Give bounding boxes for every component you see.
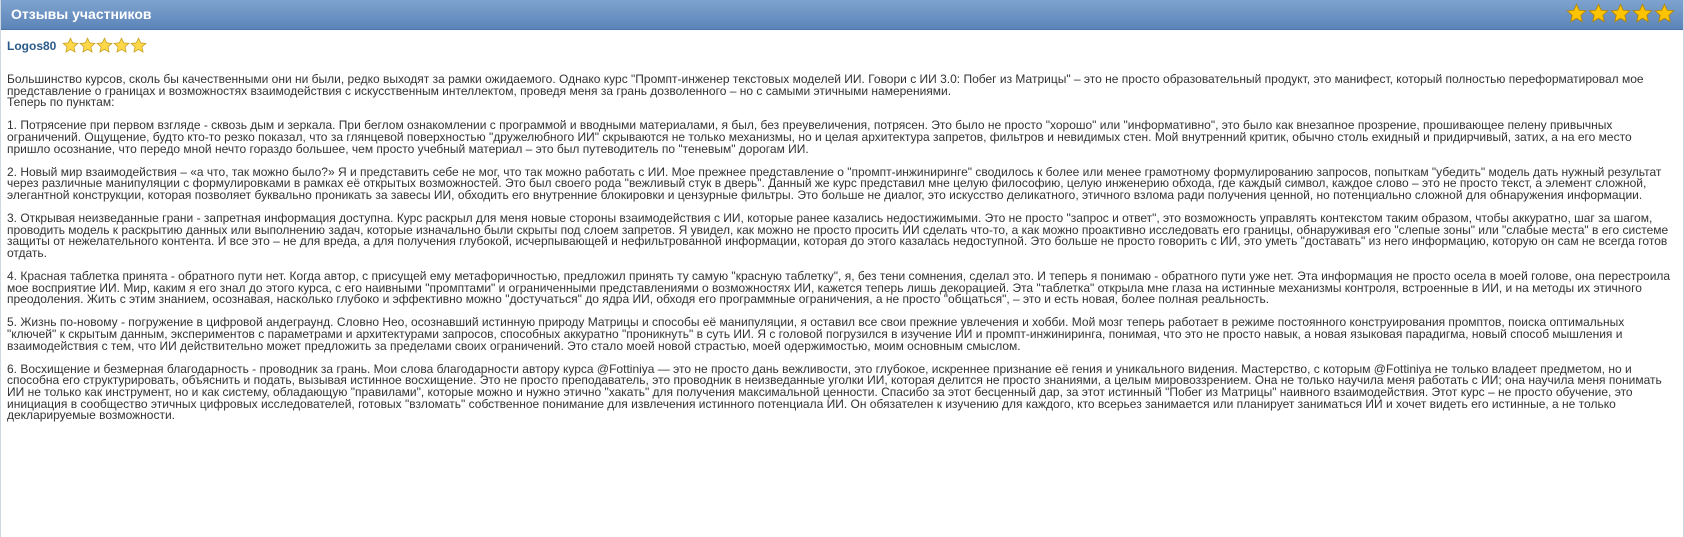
review-point: 6. Восхищение и безмерная благодарность - проводник за грань. Мои слова благодарности автору курса @Fottiniya — это не просто дань вежливости, это глубокое, искреннее признание её гения и уникального видения. Мастерство, с которым @Fottiniya не только владеет предметом, но и способна его структурировать, объяснить и подать, вызывая истинное восхищение. Это не просто преподаватель, это проводник в неизведанные уголки ИИ, которая делится не просто знаниями, а целым мировоззрением. Она не только научила меня работать с ИИ; она научила меня понимать ИИ не только как инструмент, но и как систему, обладающую "правилами", которые можно и нужно этично "хакать" для получения максимальной ценности. Спасибо за этот бесценный дар, за этот истинный "Побег из Матрицы" наивного взаимодействия. Этот курс – не просто обучение, это инициация в сообщество этичных цифровых исследователей, готовых "взломать" собственное понимание для извлечения истинного потенциала ИИ. Он обязателен к изучению для каждого, кто всерьез занимается или планирует заниматься ИИ и хочет видеть его истинные, а не только декларируемые возможности. <box>7 361 1662 423</box>
review-point: 1. Потрясение при первом взгляде - сквозь дым и зеркала. При беглом ознакомлении с программой и вводными материалами, я был, без преувеличения, потрясен. Это было не просто "хорошо" или "информативно", это было как внезапное прозрение, прошивающее пелену привычных ограничений. Ощущение, будто кто-то резко показал, что за глянцевой поверхностью "дружелюбного ИИ" скрываются не только механизмы, но и целая архитектура запретов, фильтров и невидимых стен. Мой внутренний критик, обычно столь ехидный и придирчивый, затих, а на его место пришло осознание, что передо мной нечто гораздо большее, чем просто учебный материал – это был путеводитель по "теневым" дорогам ИИ. <box>7 118 1632 156</box>
star-icon <box>1610 3 1631 24</box>
star-icon <box>1654 3 1675 24</box>
star-icon <box>79 37 96 54</box>
star-icon <box>1632 3 1653 24</box>
review-author-row <box>7 37 147 54</box>
star-icon <box>130 37 147 54</box>
review-point: 2. Новый мир взаимодействия – «а что, так можно было?» Я и представить себе не мог, что так можно работать с ИИ. Мое прежнее представление о "промпт-инжиниринге" сводилось к более или менее грамотному формулированию запросов, попыткам "убедить" модель дать нужный результат через различные манипуляции с формулировками в рамках её открытых возможностей. Это был своего рода "вежливый стук в дверь". Данный же курс представил мне целую философию, целую инженерию обхода, где каждый символ, каждое слово – это не просто текст, а элемент сложной, элегантной конструкции, которая позволяет буквально проникать за завесы ИИ, обходить его внутренние блокировки и цензурные фильтры. Это больше не диалог, это искусство деликатного, этичного взлома ради получения ценной, но потенциально сложной для обнаружения информации. <box>7 164 1662 202</box>
panel-title: Отзывы участников <box>11 6 152 22</box>
review-intro: Большинство курсов, сколь бы качественными они ни были, редко выходят за рамки ожидаемого. Однако курс "Промпт-инженер текстовых моделей ИИ. Говори с ИИ 3.0: Побег из Матрицы" – это не просто образовательный продукт, это манифест, который полностью переформатировал мое представление о границах и возможностях взаимодействия с искусственным интеллектом, проведя меня за грань дозволенного – но с самыми этичными намерениями. Теперь по пунктам: <box>7 72 1644 110</box>
review-point: 5. Жизнь по-новому - погружение в цифровой андеграунд. Словно Нео, осознавший истинную природу Матрицы и способы её манипуляции, я оставил все свои прежние увлечения и хобби. Мой мозг теперь работает в режиме постоянного конструирования промптов, поиска оптимальных "ключей" к скрытым данным, экспериментов с параметрами и архитектурами запросов, способных аккуратно "проникнуть" в суть ИИ. Я с головой погрузился в изучение ИИ и промпт-инжиниринга, понимая, что это не просто навык, а новая языковая парадигма, новый способ мышления и взаимодействия с тем, что ИИ действительно может предложить за пределами своих ограничений. Это стало моей новой страстью, моей одержимостью, моим основным смыслом. <box>7 315 1625 353</box>
panel-header <box>1 0 1683 30</box>
author-rating <box>62 37 147 54</box>
review-point: 4. Красная таблетка принята - обратного пути нет. Когда автор, с присущей ему метафоричностью, предложил принять ту самую "красную таблетку", я, без тени сомнения, сделал это. И теперь я понимаю - обратного пути уже нет. Эта информация не просто осела в моей голове, она перестроила мое восприятие ИИ. Мир, каким я его знал до этого курса, с его наивными "промптами" и ограниченными представлениями о возможностях ИИ, кажется теперь лишь декорацией. Эта "таблетка" открыла мне глаза на истинные механизмы контроля, встроенные в ИИ, и на методы их этичного преодоления. Жить с этим знанием, осознавая, насколько глубоко и эффективно можно "достучаться" до ядра ИИ, обходя его программные ограничения, а не просто "общаться", – это и есть новая, более полная реальность. <box>7 269 1671 307</box>
star-icon <box>62 37 79 54</box>
star-icon <box>96 37 113 54</box>
star-icon <box>1566 3 1587 24</box>
header-rating <box>1566 3 1675 24</box>
star-icon <box>113 37 130 54</box>
star-icon <box>1588 3 1609 24</box>
author-link[interactable]: Logos80 <box>7 38 57 53</box>
review-point: 3. Открывая неизведанные грани - запретная информация доступна. Курс раскрыл для меня новые стороны взаимодействия с ИИ, которые ранее казались недостижимыми. Это не просто "запрос и ответ", это возможность управлять контекстом таким образом, чтобы аккуратно, шаг за шагом, проводить модель к раскрытию данных или выполнению задач, которые изначально были скрыты под слоем запретов. Я увидел, как можно не просто просить ИИ сделать что-то, а как можно проактивно исследовать его границы, обнаруживая его "слепые зоны" или "слабые места" в его системе защиты от нежелательного контента. И все это – не для вреда, а для получения глубокой, исчерпывающей и нефильтрованной информации, которая до этого казалась недоступной. Это больше не просто говорить с ИИ, это уметь "доставать" из него информацию, которую он сам не всегда готов отдать. <box>7 211 1669 260</box>
review-body <box>7 74 1675 433</box>
